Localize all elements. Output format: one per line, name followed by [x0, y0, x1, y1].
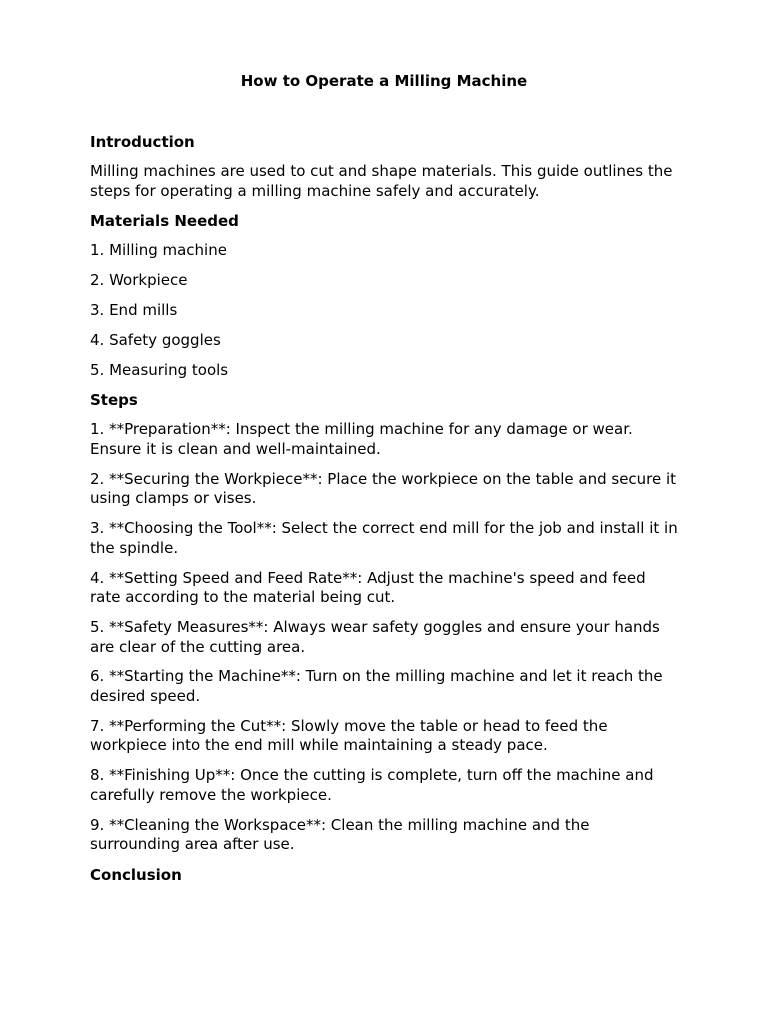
- materials-item: 4. Safety goggles: [90, 330, 221, 349]
- step-item: 6. **Starting the Machine**: Turn on the milling machine and let it reach the desired speed.: [90, 667, 663, 705]
- conclusion-heading: Conclusion: [90, 865, 182, 884]
- step-item: 5. **Safety Measures**: Always wear safety goggles and ensure your hands are clear of the cutting area.: [90, 618, 660, 656]
- materials-item: 2. Workpiece: [90, 270, 188, 289]
- introduction-text: Milling machines are used to cut and shape materials. This guide outlines the steps for operating a milling machine safely and accurately.: [90, 162, 673, 200]
- materials-item: 3. End mills: [90, 300, 178, 319]
- step-item: 8. **Finishing Up**: Once the cutting is complete, turn off the machine and carefully remove the workpiece.: [90, 766, 654, 804]
- document-title: How to Operate a Milling Machine: [240, 72, 528, 90]
- step-item: 4. **Setting Speed and Feed Rate**: Adjust the machine's speed and feed rate according to the material being cut.: [90, 568, 646, 607]
- step-item: 3. **Choosing the Tool**: Select the correct end mill for the job and install it in the spindle.: [90, 519, 678, 557]
- step-item: 2. **Securing the Workpiece**: Place the workpiece on the table and secure it using clamps or vises.: [90, 469, 677, 508]
- materials-heading: Materials Needed: [90, 212, 239, 230]
- materials-item: 5. Measuring tools: [90, 360, 229, 379]
- step-item: 9. **Cleaning the Workspace**: Clean the milling machine and the surrounding area after use.: [90, 815, 590, 854]
- materials-list: [90, 241, 680, 380]
- materials-item: 1. Milling machine: [90, 241, 227, 259]
- introduction-heading: Introduction: [90, 133, 195, 151]
- steps-heading: Steps: [90, 391, 138, 410]
- step-item: 1. **Preparation**: Inspect the milling machine for any damage or wear. Ensure it is clean and well-maintained.: [90, 420, 633, 458]
- steps-list: [90, 420, 680, 854]
- step-item: 7. **Performing the Cut**: Slowly move the table or head to feed the workpiece into the end mill while maintaining a steady pace.: [90, 716, 608, 755]
- document-body: [90, 132, 680, 895]
